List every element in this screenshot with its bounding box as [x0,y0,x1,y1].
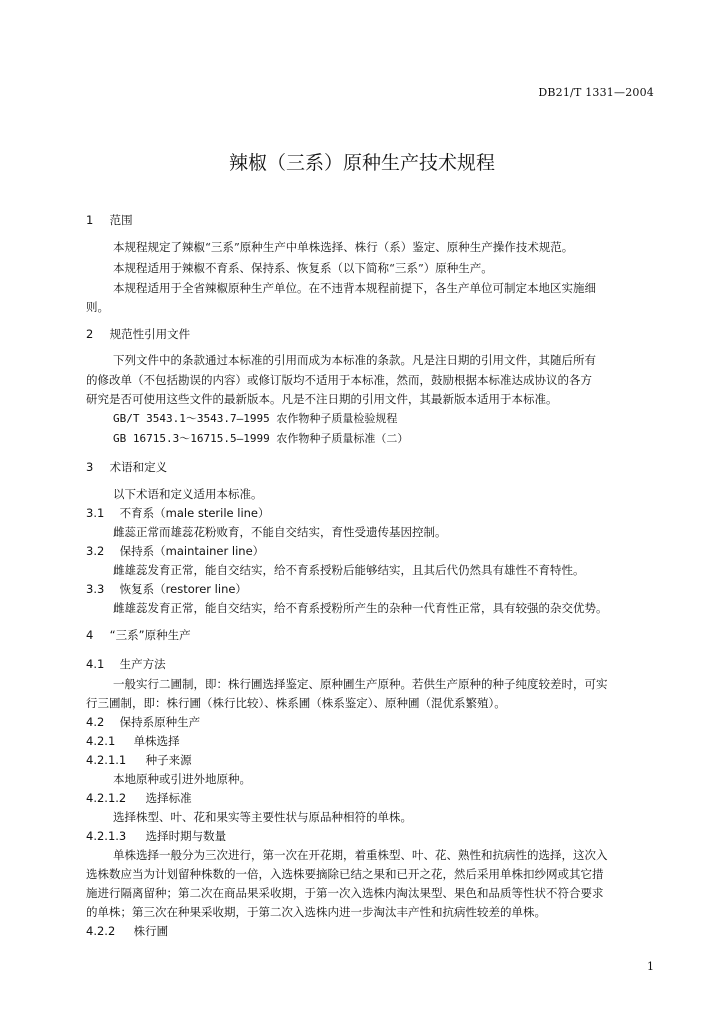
section-title: 生产方法 [119,657,166,671]
section-4-1-heading [86,656,166,672]
section-title: 株行圃 [133,924,169,938]
paragraph: 研究是否可使用这些文件的最新版本。凡是不注日期的引用文件，其最新版本适用于本标准。 [86,392,558,406]
section-title: “三系”原种生产 [109,628,191,642]
paragraph: 选株数应当为计划留种株数的一倍，入选株要摘除已结之果和已开之花，然后采用单株扣纱网或其它措 [86,867,604,881]
section-title: 保持系原种生产 [119,715,201,729]
document-title: 辣椒（三系）原种生产技术规程 [228,152,495,174]
paragraph: 则。 [86,300,109,314]
section-title: 规范性引用文件 [109,327,191,341]
paragraph: 本规程适用于全省辣椒原种生产单位。在不违背本规程前提下，各生产单位可制定本地区实施细 [113,281,596,295]
term-3-2 [86,543,264,559]
section-number: 4.2.1.3 [86,829,127,843]
paragraph: 一般实行二圃制，即：株行圃选择鉴定、原种圃生产原种。若供生产原种的种子纯度较差时，可实 [113,677,608,691]
term-definition: 雌蕊正常而雄蕊花粉败育，不能自交结实，育性受遗传基因控制。 [113,525,447,539]
page-number: 1 [647,960,654,973]
section-4-2-1-2-heading [86,790,192,806]
term-3-3 [86,581,247,597]
section-1-heading [86,212,133,228]
section-4-2-1-3-heading [86,828,226,844]
paragraph: 行三圃制，即：株行圃（株行比较）、株系圃（株系鉴定）、原种圃（混优系繁殖）。 [86,696,506,710]
section-number: 4.2.1.2 [86,791,127,805]
section-3-heading [86,459,167,475]
section-4-2-heading [86,714,200,730]
paragraph: 下列文件中的条款通过本标准的引用而成为本标准的条款。凡是注日期的引用文件，其随后所有 [113,353,596,367]
paragraph: 的单株；第三次在种果采收期，于第二次入选株内进一步淘汰丰产性和抗病性较差的单株。 [86,905,546,919]
section-number: 4.2.1.1 [86,753,127,767]
paragraph: 的修改单（不包括勘误的内容）或修订版均不适用于本标准，然而，鼓励根据本标准达成协议的各方 [86,373,592,387]
paragraph: 以下术语和定义适用本标准。 [113,487,263,501]
term-definition: 雌雄蕊发育正常，能自交结实，给不育系授粉所产生的杂种一代育性正常，具有较强的杂交优势。 [113,601,608,615]
section-title: 术语和定义 [109,460,168,474]
section-title: 种子来源 [145,753,192,767]
section-4-2-1-heading [86,733,180,749]
section-number: 2 [86,327,94,341]
standard-code: DB21/T 1331—2004 [538,86,654,99]
term-title: 不育系（male sterile line） [119,506,270,520]
reference: GB/T 3543.1～3543.7—1995 农作物种子质量检验规程 [113,412,398,425]
section-number: 4.2.1 [86,734,116,748]
term-title: 保持系（maintainer line） [119,544,265,558]
section-title: 范围 [109,213,133,227]
section-title: 选择时期与数量 [145,829,227,843]
section-title: 选择标准 [145,791,192,805]
paragraph: 施进行隔离留种；第二次在商品果采收期，于第一次入选株内淘汰果型、果色和品质等性状不符合要求 [86,886,604,900]
term-number: 3.1 [86,506,105,520]
section-number: 3 [86,460,94,474]
section-4-2-1-1-heading [86,752,192,768]
reference: GB 16715.3～16715.5—1999 农作物种子质量标准（二） [113,432,409,445]
term-title: 恢复系（restorer line） [119,582,247,596]
section-number: 1 [86,213,94,227]
section-title: 单株选择 [133,734,180,748]
section-4-heading [86,627,191,643]
paragraph: 本规程适用于辣椒不育系、保持系、恢复系（以下简称“三系”）原种生产。 [113,261,493,275]
section-4-2-2-heading [86,923,168,939]
term-number: 3.3 [86,582,105,596]
term-3-1 [86,505,270,521]
paragraph: 本规程规定了辣椒“三系”原种生产中单株选择、株行（系）鉴定、原种生产操作技术规范。 [113,240,574,254]
section-number: 4.2.2 [86,924,116,938]
section-number: 4.1 [86,657,105,671]
term-number: 3.2 [86,544,105,558]
paragraph: 单株选择一般分为三次进行，第一次在开花期，着重株型、叶、花、熟性和抗病性的选择，这次入 [113,848,608,862]
section-number: 4.2 [86,715,105,729]
section-2-heading [86,326,190,342]
paragraph: 选择株型、叶、花和果实等主要性状与原品种相符的单株。 [113,810,412,824]
paragraph: 本地原种或引进外地原种。 [113,772,251,786]
section-number: 4 [86,628,94,642]
term-definition: 雌雄蕊发育正常，能自交结实，给不育系授粉后能够结实，且其后代仍然具有雄性不育特性。 [113,563,585,577]
